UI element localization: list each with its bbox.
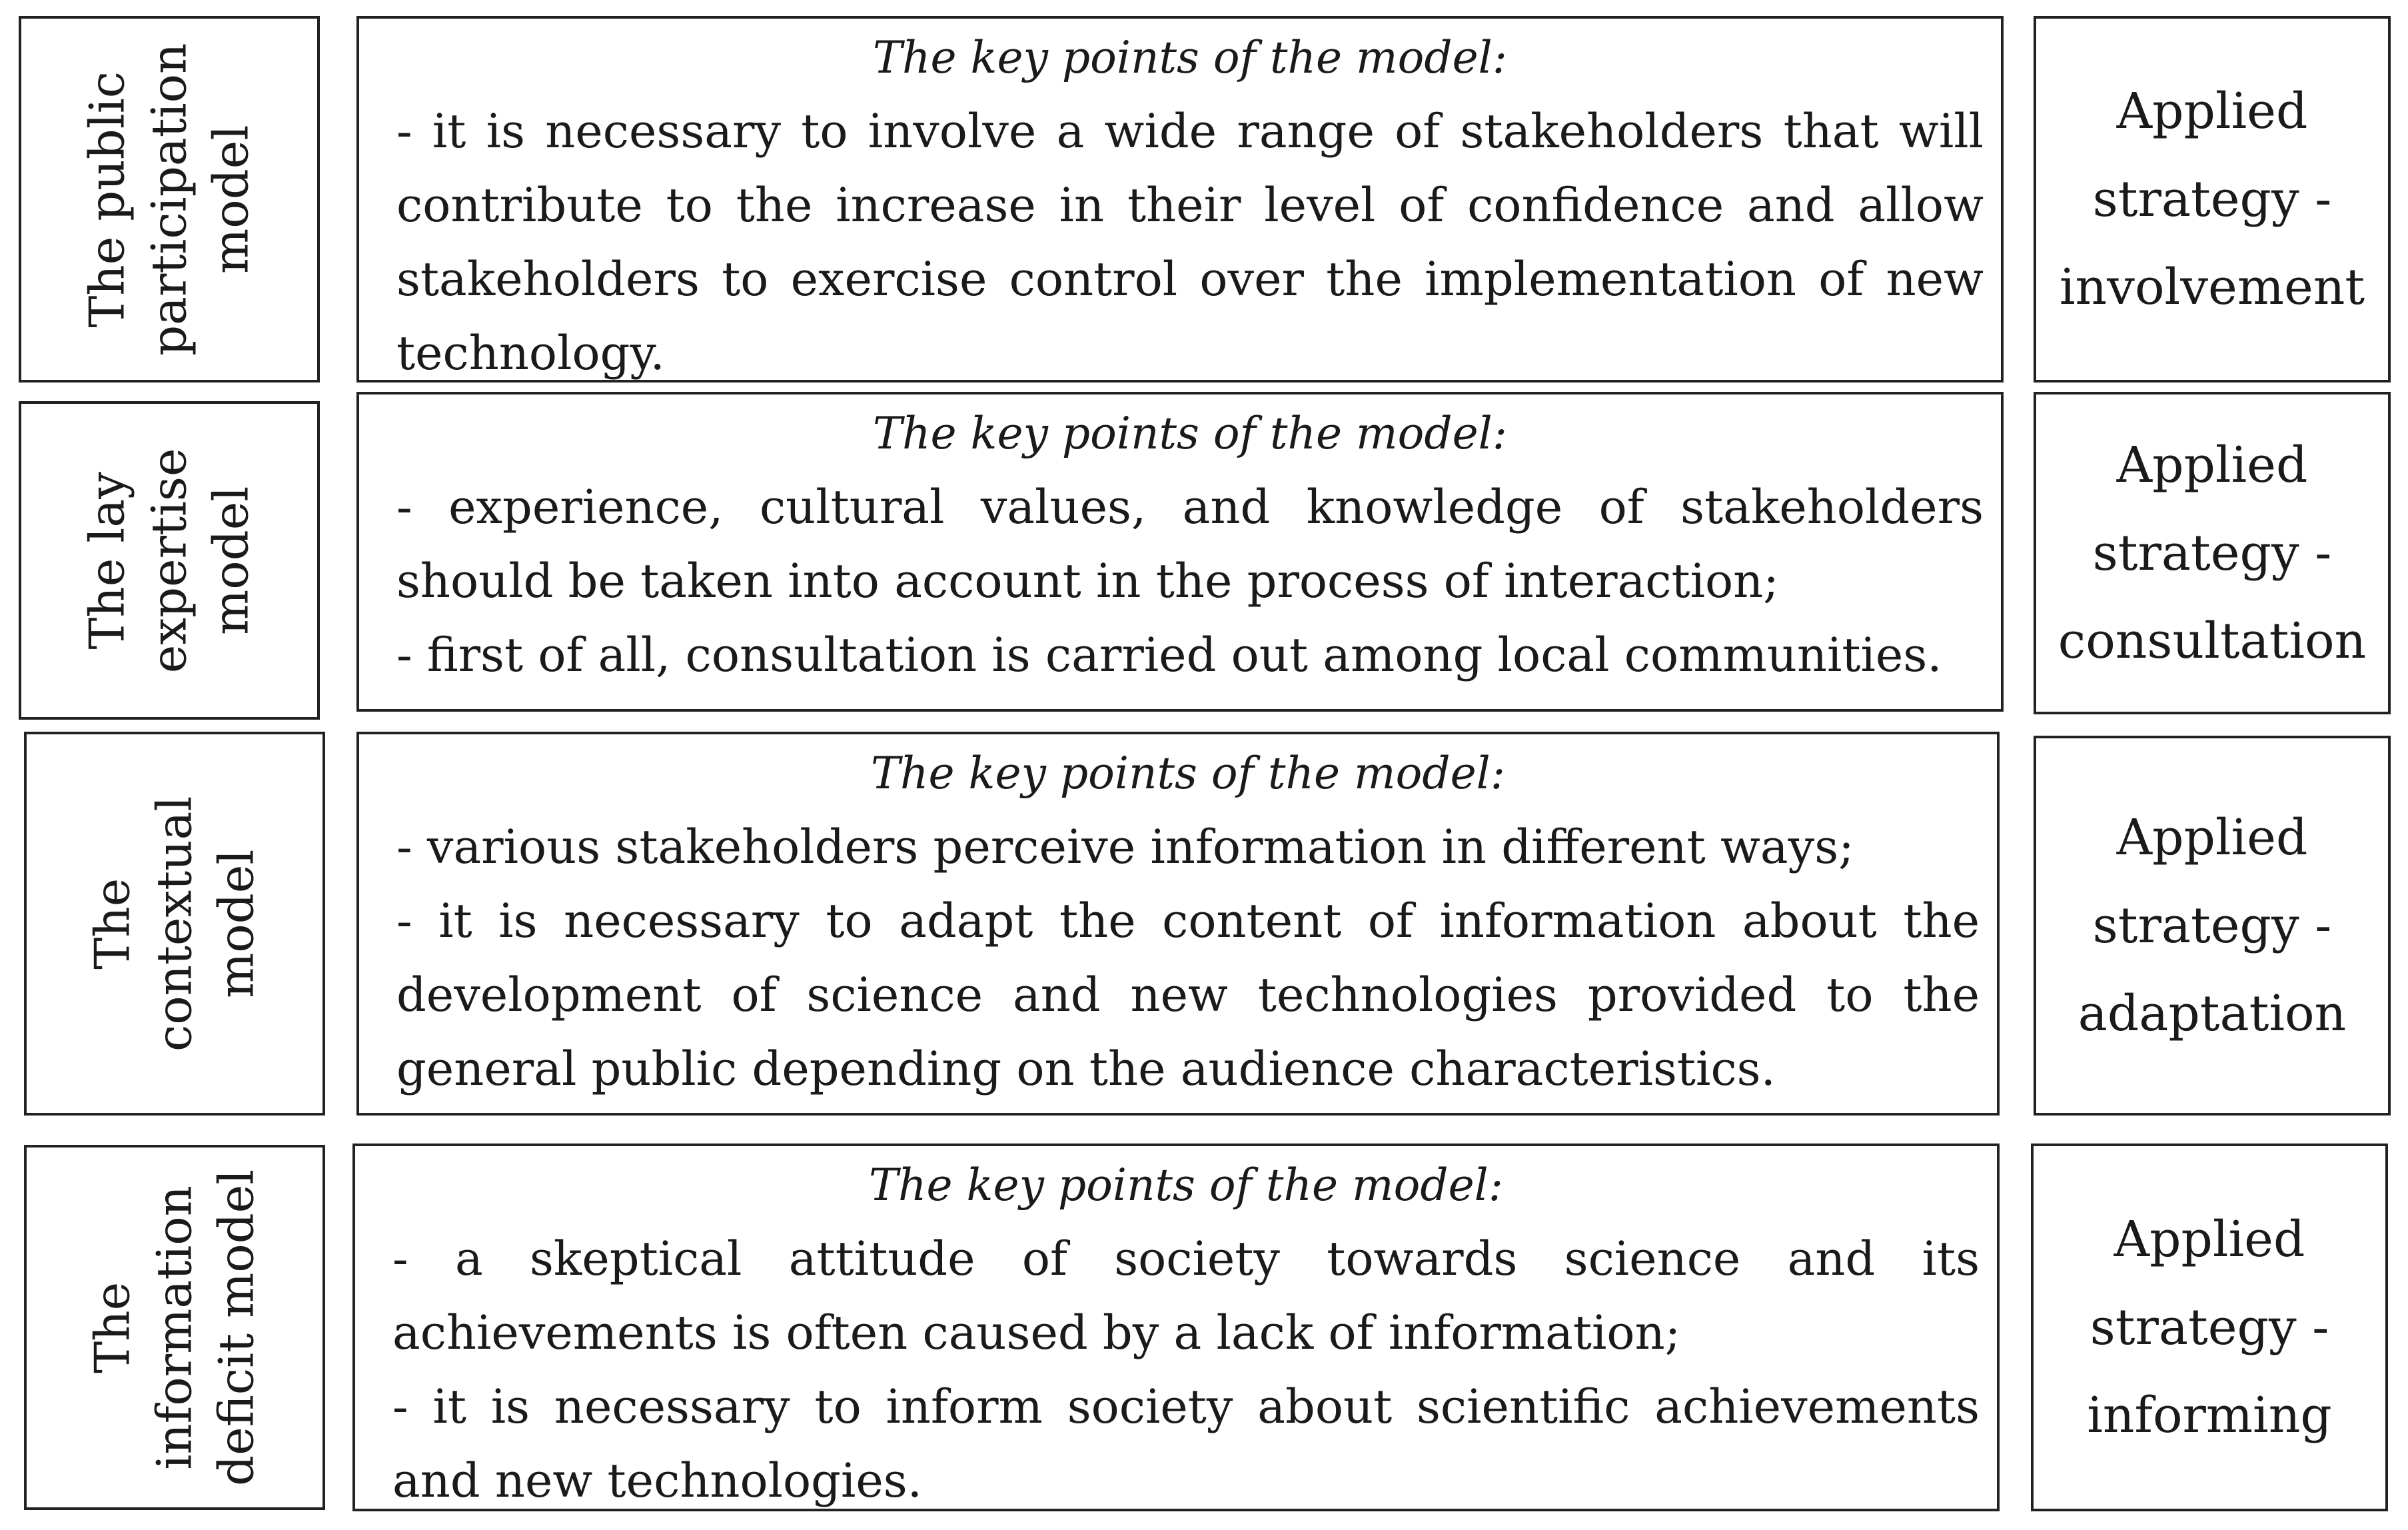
- strategy-label: strategy -: [2092, 171, 2332, 228]
- strategy-label: Applied: [2116, 83, 2308, 140]
- key-point: - it is necessary to adapt the content of information about the development of science and new technologies provided to the general public depending on the audience characteristics.: [396, 894, 1980, 1096]
- key-point: - experience, cultural values, and knowledge of stakeholders should be taken into account in the process of interaction;: [396, 480, 1984, 608]
- model-name-lay-expertise: The lay expertise model: [79, 448, 259, 673]
- key-points-list: [392, 1222, 1980, 1518]
- key-point: - a skeptical attitude of society towards science and its achievements is often caused by a lack of information;: [392, 1231, 1980, 1360]
- key-point: - it is necessary to involve a wide range of stakeholders that will contribute to the increase in their level of confidence and allow stakeholders to exercise control over the implementation of new technology.: [396, 104, 1984, 381]
- model-name-box-lay-expertise: [19, 401, 320, 720]
- key-point: - it is necessary to inform society about scientific achievements and new technologies.: [392, 1379, 1980, 1508]
- key-point: - first of all, consultation is carried out among local communities.: [396, 628, 1942, 682]
- model-name-contextual: The contextual model: [84, 796, 265, 1052]
- strategy-box-adaptation: [2034, 736, 2391, 1116]
- strategy-label: strategy -: [2090, 1299, 2329, 1356]
- strategy-value: consultation: [2058, 612, 2367, 670]
- key-points-heading: The key points of the model:: [870, 748, 1506, 799]
- model-name-box-public-participation: [19, 16, 320, 382]
- key-points-box-public-participation: [356, 16, 2004, 382]
- strategy-label: strategy -: [2092, 524, 2332, 582]
- key-points-box-lay-expertise: [356, 392, 2004, 712]
- strategy-value: adaptation: [2078, 985, 2347, 1042]
- model-name-public-participation: The public participation model: [79, 43, 259, 356]
- key-points-box-contextual: [356, 732, 2000, 1116]
- strategy-label: strategy -: [2092, 897, 2332, 954]
- strategy-value: involvement: [2059, 259, 2365, 316]
- strategy-label: Applied: [2113, 1211, 2305, 1268]
- strategy-box-involvement: [2034, 16, 2391, 382]
- key-points-list: [396, 470, 1984, 692]
- model-name-box-information-deficit: [24, 1145, 325, 1510]
- strategy-value: informing: [2087, 1387, 2332, 1444]
- strategy-label: Applied: [2116, 809, 2308, 866]
- model-name-information-deficit: The information deficit model: [84, 1169, 265, 1486]
- key-points-heading: The key points of the model:: [872, 32, 1508, 83]
- key-points-list: [396, 95, 1984, 390]
- key-points-box-information-deficit: [352, 1144, 2000, 1511]
- strategy-label: Applied: [2116, 436, 2308, 494]
- strategy-box-consultation: [2034, 392, 2391, 714]
- key-points-heading: The key points of the model:: [872, 408, 1508, 459]
- key-points-list: [396, 810, 1980, 1106]
- key-point: - various stakeholders perceive information in different ways;: [396, 820, 1854, 874]
- model-name-box-contextual: [24, 732, 325, 1116]
- key-points-heading: The key points of the model:: [868, 1159, 1504, 1211]
- strategy-box-informing: [2031, 1144, 2388, 1511]
